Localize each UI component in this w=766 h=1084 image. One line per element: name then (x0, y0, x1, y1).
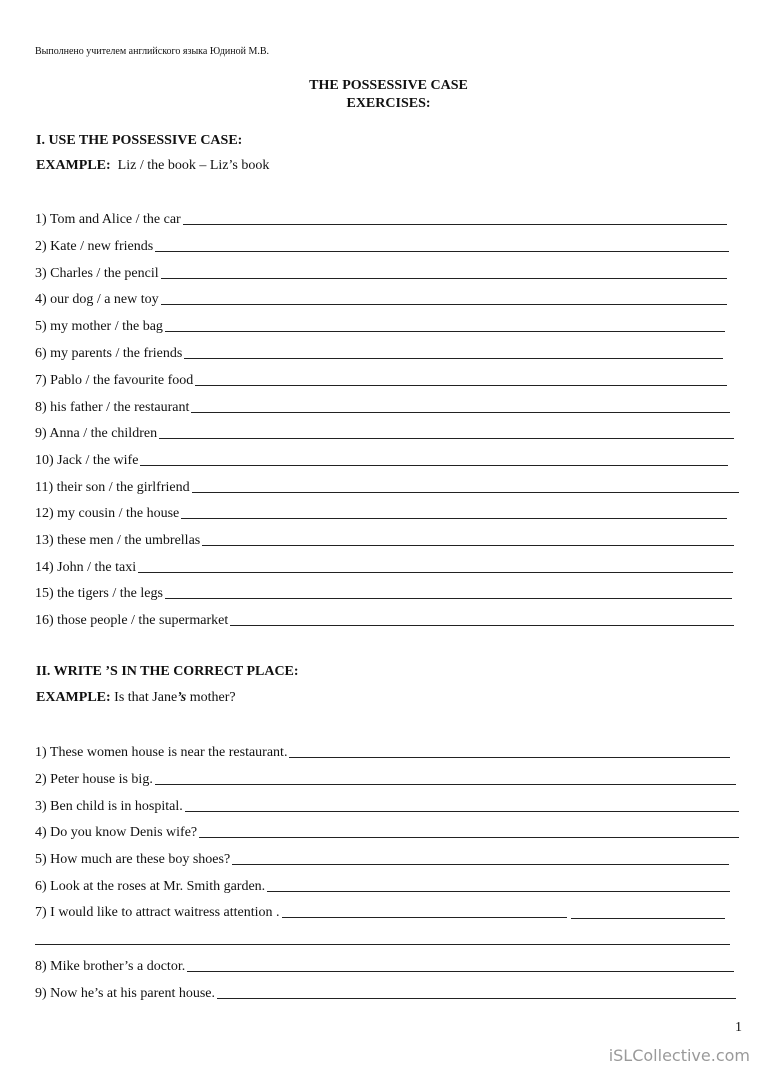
answer-blank[interactable] (267, 891, 730, 892)
page-title: THE POSSESSIVE CASE (309, 78, 468, 93)
example-text-after: mother? (186, 690, 236, 705)
exercise-prompt: 6) my parents / the friends (35, 346, 183, 361)
exercise-line (35, 344, 723, 362)
exercise-prompt: 2) Kate / new friends (35, 239, 154, 254)
exercise-prompt: 12) my cousin / the house (35, 506, 180, 521)
exercise-prompt: 10) Jack / the wife (35, 453, 139, 468)
exercise-line (35, 264, 727, 282)
watermark: iSLCollective.com (608, 1046, 750, 1065)
exercise-prompt: 4) our dog / a new toy (35, 292, 159, 307)
answer-blank[interactable] (230, 625, 734, 626)
exercise-line (35, 903, 567, 921)
exercise-prompt: 2) Peter house is big. (35, 772, 153, 787)
exercise-line (35, 531, 734, 549)
example-emphasis: ’s (177, 690, 187, 705)
answer-blank[interactable] (161, 304, 727, 305)
exercise-line (35, 504, 727, 522)
exercise-line (35, 957, 734, 975)
exercise-line (35, 743, 730, 761)
example-text: Liz / the book – Liz’s book (117, 158, 270, 173)
exercise-prompt: 7) I would like to attract waitress attention . (35, 905, 280, 920)
answer-blank[interactable] (202, 545, 734, 546)
exercise-line (35, 398, 730, 416)
answer-blank[interactable] (289, 757, 730, 758)
exercise-line (35, 823, 739, 841)
answer-blank[interactable] (165, 331, 725, 332)
section2-heading: II. WRITE ’S IN THE CORRECT PLACE: (36, 664, 299, 679)
answer-blank[interactable] (138, 572, 733, 573)
answer-blank[interactable] (183, 224, 727, 225)
exercise-prompt: 5) my mother / the bag (35, 319, 163, 334)
answer-blank[interactable] (181, 518, 727, 519)
page-subtitle: EXERCISES: (346, 96, 431, 111)
exercise-prompt: 6) Look at the roses at Mr. Smith garden. (35, 879, 266, 894)
answer-blank[interactable] (155, 251, 729, 252)
answer-blank[interactable] (199, 837, 739, 838)
exercise-line (35, 478, 739, 496)
answer-blank[interactable] (217, 998, 736, 999)
exercise-prompt: 1) These women house is near the restaurant. (35, 745, 288, 760)
exercise-line (35, 424, 734, 442)
section1-heading: I. USE THE POSSESSIVE CASE: (36, 133, 243, 148)
exercise-line (35, 797, 739, 815)
exercise-line (35, 611, 734, 629)
exercise-line (35, 770, 736, 788)
exercise-prompt: 9) Anna / the children (35, 426, 158, 441)
example-label: EXAMPLE: (36, 158, 111, 173)
exercise-line (35, 371, 727, 389)
author-note: Выполнено учителем английского языка Юдиной М.В. (35, 46, 270, 57)
answer-blank[interactable] (191, 412, 730, 413)
answer-blank[interactable] (185, 811, 739, 812)
exercise-prompt: 5) How much are these boy shoes? (35, 852, 231, 867)
exercise-line (35, 850, 729, 868)
exercise-prompt: 13) these men / the umbrellas (35, 533, 201, 548)
section2-example (36, 690, 236, 706)
exercise-prompt: 1) Tom and Alice / the car (35, 212, 181, 227)
exercise-line (35, 558, 733, 576)
answer-blank[interactable] (282, 917, 567, 918)
answer-blank[interactable] (232, 864, 729, 865)
exercise-prompt: 8) Mike brother’s a doctor. (35, 959, 186, 974)
answer-blank[interactable] (187, 971, 734, 972)
example-label: EXAMPLE: (36, 690, 111, 705)
answer-blank[interactable] (192, 492, 739, 493)
example-text-before: Is that Jane (114, 690, 178, 705)
exercise-prompt: 3) Ben child is in hospital. (35, 799, 183, 814)
exercise-line (35, 877, 730, 895)
exercise-line (35, 210, 727, 228)
exercise-prompt: 3) Charles / the pencil (35, 266, 159, 281)
exercise-prompt: 4) Do you know Denis wife? (35, 825, 198, 840)
answer-blank[interactable] (571, 918, 725, 919)
exercise-prompt: 16) those people / the supermarket (35, 613, 229, 628)
exercise-line (35, 290, 727, 308)
answer-blank[interactable] (184, 358, 723, 359)
answer-blank[interactable] (155, 784, 736, 785)
answer-blank[interactable] (161, 278, 727, 279)
page-number: 1 (735, 1020, 742, 1035)
section1-example (36, 158, 269, 174)
exercise-prompt: 7) Pablo / the favourite food (35, 373, 194, 388)
exercise-prompt: 15) the tigers / the legs (35, 586, 163, 601)
answer-blank[interactable] (159, 438, 734, 439)
exercise-prompt: 11) their son / the girlfriend (35, 480, 190, 495)
exercise-line (35, 584, 732, 602)
answer-blank[interactable] (35, 944, 730, 945)
exercise-prompt: 14) John / the taxi (35, 560, 137, 575)
answer-blank[interactable] (165, 598, 732, 599)
exercise-prompt: 8) his father / the restaurant (35, 400, 190, 415)
exercise-line (35, 451, 728, 469)
exercise-line (35, 984, 736, 1002)
exercise-line (35, 237, 729, 255)
answer-blank[interactable] (195, 385, 727, 386)
exercise-prompt: 9) Now he’s at his parent house. (35, 986, 216, 1001)
exercise-line (35, 317, 725, 335)
answer-blank[interactable] (140, 465, 728, 466)
